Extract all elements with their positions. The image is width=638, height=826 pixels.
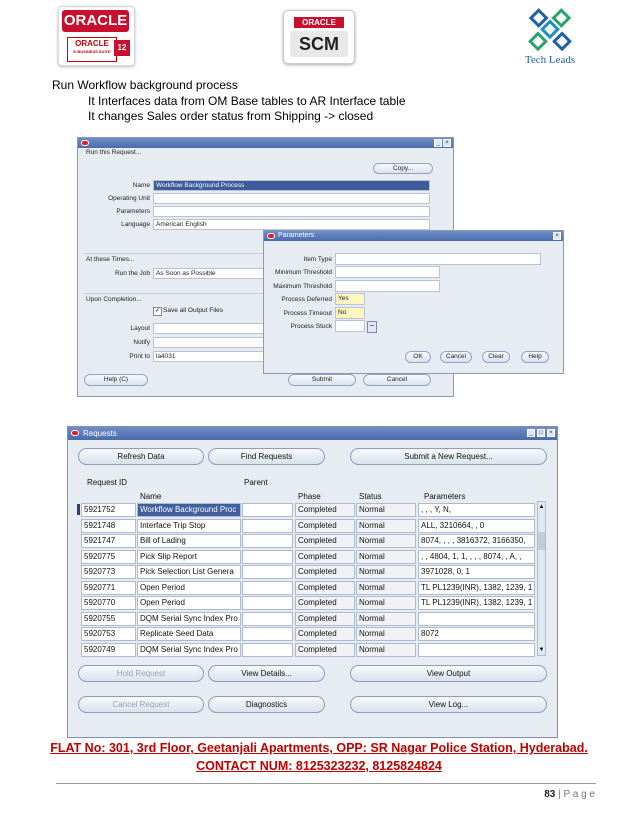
max-threshold-field[interactable] (335, 280, 440, 292)
cell-phase[interactable]: Completed (295, 643, 355, 657)
footer-divider (56, 783, 596, 784)
cell-parameters[interactable]: 3971028, 0, 1 (418, 565, 535, 579)
item-type-label: Item Type (303, 256, 332, 263)
submit-request-titlebar (78, 138, 453, 148)
oracle-window-icon (71, 430, 79, 436)
cell-request-id[interactable]: 5920755 (81, 612, 136, 626)
cell-parameters[interactable] (418, 643, 535, 657)
cell-status[interactable]: Normal (356, 596, 416, 610)
min-threshold-field[interactable] (335, 266, 440, 278)
cell-phase[interactable]: Completed (295, 596, 355, 610)
find-requests-button[interactable]: Find Requests (208, 448, 325, 465)
operating-unit-field[interactable] (153, 193, 430, 204)
cell-phase[interactable]: Completed (295, 581, 355, 595)
oracle-logo-text: ORACLE (62, 10, 129, 32)
layout-label: Layout (130, 325, 150, 332)
intro-line-3: It changes Sales order status from Shipping -> closed (88, 109, 374, 123)
cell-parameters[interactable]: TL PL1239(INR), 1382, 1239, 1 (418, 596, 535, 610)
cell-parameters[interactable]: TL PL1239(INR), 1382, 1239, 1 (418, 581, 535, 595)
cell-parent[interactable] (242, 534, 293, 548)
cell-parameters[interactable]: ALL, 3210664, , 0 (418, 519, 535, 533)
col-parent: Parent (244, 478, 268, 487)
cell-request-id[interactable]: 5920771 (81, 581, 136, 595)
min-threshold-label: Minimum Threshold (275, 269, 332, 276)
cell-parent[interactable] (242, 550, 293, 564)
parameters-window (263, 230, 564, 374)
run-job-field[interactable]: As Soon as Possible (153, 268, 265, 279)
layout-field[interactable] (153, 323, 265, 334)
cell-status[interactable]: Normal (356, 550, 416, 564)
hold-request-button[interactable]: Hold Request (78, 665, 204, 682)
oracle-window-icon (267, 233, 275, 239)
name-label: Name (132, 182, 150, 189)
refresh-data-button[interactable]: Refresh Data (78, 448, 204, 465)
col-parameters: Parameters (424, 492, 466, 501)
item-type-field[interactable] (335, 253, 541, 265)
cell-parent[interactable] (242, 643, 293, 657)
close-icon[interactable]: × (443, 139, 451, 147)
name-field[interactable]: Workflow Background Process (153, 180, 430, 191)
cell-parent[interactable] (242, 519, 293, 533)
table-scrollbar[interactable] (537, 501, 546, 656)
requests-titlebar (68, 427, 557, 440)
cell-parent[interactable] (242, 503, 293, 517)
save-output-label: Save all Output Files (163, 307, 223, 314)
col-request-id: Request ID (87, 478, 128, 487)
cell-parameters[interactable]: , , , Y, N, (418, 503, 535, 517)
intro-line-2: It Interfaces data from OM Base tables to AR Interface table (88, 94, 406, 108)
page-number-label: | P a g e (558, 789, 595, 800)
cell-phase[interactable]: Completed (295, 534, 355, 548)
techleads-emblem-icon (510, 4, 590, 56)
cell-name[interactable]: Interface Trip Stop (137, 519, 241, 533)
parameters-field[interactable] (153, 206, 430, 217)
close-icon[interactable]: × (553, 232, 561, 240)
cell-parent[interactable] (242, 565, 293, 579)
cell-parent[interactable] (242, 627, 293, 641)
submit-new-request-button[interactable]: Submit a New Request... (350, 448, 547, 465)
oracle-scm-logo (283, 10, 355, 64)
cell-phase[interactable]: Completed (295, 627, 355, 641)
ebs-version-badge: 12 (114, 40, 130, 56)
print-to-label: Print to (129, 353, 150, 360)
oracle-window-icon (81, 140, 89, 146)
cancel-request-button[interactable]: Cancel Request (78, 696, 204, 713)
cell-request-id[interactable]: 5920773 (81, 565, 136, 579)
times-group-label: At these Times... (86, 256, 135, 263)
submit-button[interactable]: Submit (288, 374, 356, 386)
process-stuck-field[interactable] (335, 320, 365, 332)
col-phase: Phase (298, 492, 321, 501)
process-stuck-label: Process Stuck (290, 323, 332, 330)
cell-request-id[interactable]: 5921748 (81, 519, 136, 533)
process-timeout-label: Process Timeout (283, 310, 332, 317)
cell-phase[interactable]: Completed (295, 612, 355, 626)
footer-address: FLAT No: 301, 3rd Floor, Geetanjali Apartments, OPP: SR Nagar Police Station, Hyderabad. (50, 741, 588, 755)
cell-request-id[interactable]: 5920770 (81, 596, 136, 610)
print-to-field[interactable]: la4031 (153, 351, 265, 362)
cell-status[interactable]: Normal (356, 581, 416, 595)
current-row-indicator (77, 504, 80, 515)
cell-parent[interactable] (242, 581, 293, 595)
cell-phase[interactable]: Completed (295, 565, 355, 579)
close-icon[interactable]: × (547, 429, 555, 437)
cell-name[interactable]: Open Period (137, 581, 241, 595)
parameters-title: Parameters (278, 232, 315, 239)
col-status: Status (359, 492, 382, 501)
language-field[interactable]: American English (153, 219, 430, 230)
cell-status[interactable]: Normal (356, 643, 416, 657)
cell-name[interactable]: Replicate Seed Data (137, 627, 241, 641)
cell-phase[interactable]: Completed (295, 550, 355, 564)
scm-text: SCM (290, 31, 348, 57)
cell-name[interactable]: DQM Serial Sync Index Pro (137, 612, 241, 626)
cell-status[interactable]: Normal (356, 503, 416, 517)
save-output-checkbox[interactable]: ✓ (154, 308, 161, 314)
cancel-button[interactable]: Cancel (363, 374, 431, 386)
cell-name[interactable]: Pick Selection List Genera (137, 565, 241, 579)
view-log-button[interactable]: View Log... (350, 696, 547, 713)
cell-parameters[interactable] (418, 612, 535, 626)
cell-request-id[interactable]: 5920775 (81, 550, 136, 564)
cell-request-id[interactable]: 5920753 (81, 627, 136, 641)
col-name: Name (140, 492, 162, 501)
divider (84, 253, 264, 254)
scroll-up-icon[interactable]: ▲ (538, 504, 545, 510)
params-cancel-button[interactable]: Cancel (440, 351, 472, 363)
cell-name[interactable]: Open Period (137, 596, 241, 610)
minimize-icon[interactable]: _ (434, 139, 442, 147)
params-help-button[interactable]: Help (521, 351, 549, 363)
clear-button[interactable]: Clear (482, 351, 510, 363)
cell-parameters[interactable]: , , 4804, 1, 1, , , , 8074, , A, , (418, 550, 535, 564)
completion-group-label: Upon Completion... (86, 296, 142, 303)
run-request-group-label: Run this Request... (86, 149, 142, 156)
ebs-brand: ORACLE (75, 39, 109, 48)
notify-field[interactable] (153, 337, 265, 348)
cell-phase[interactable]: Completed (295, 519, 355, 533)
cell-parameters[interactable]: 8074, , , , 3816372, 3166350, (418, 534, 535, 548)
cell-name[interactable]: Bill of Lading (137, 534, 241, 548)
cell-request-id[interactable]: 5920749 (81, 643, 136, 657)
language-label: Language (121, 221, 150, 228)
view-output-button[interactable]: View Output (350, 665, 547, 682)
max-threshold-label: Maximum Threshold (273, 283, 332, 290)
cell-phase[interactable]: Completed (295, 503, 355, 517)
cell-parameters[interactable]: 8072 (418, 627, 535, 641)
notify-label: Notify (133, 339, 150, 346)
techleads-logo (510, 4, 590, 68)
parameters-label: Parameters (116, 208, 150, 215)
techleads-name: Tech Leads (524, 54, 576, 66)
ebs-logo-box (67, 37, 117, 62)
cell-name[interactable]: Pick Slip Report (137, 550, 241, 564)
list-of-values-icon[interactable]: – (367, 321, 377, 333)
cell-status[interactable]: Normal (356, 519, 416, 533)
copy-button[interactable]: Copy... (373, 163, 433, 174)
cell-name[interactable]: DQM Serial Sync Index Pro (137, 643, 241, 657)
cell-status[interactable]: Normal (356, 534, 416, 548)
help-button[interactable]: Help (C) (84, 374, 148, 386)
process-deferred-label: Process Deferred (281, 296, 332, 303)
process-timeout-field[interactable]: No (335, 307, 365, 319)
cell-status[interactable]: Normal (356, 627, 416, 641)
operating-unit-label: Operating Unit (108, 195, 150, 202)
parameters-titlebar (264, 231, 563, 241)
run-job-label: Run the Job (114, 270, 150, 277)
scroll-thumb[interactable] (538, 532, 545, 550)
cell-request-id[interactable]: 5921747 (81, 534, 136, 548)
page-number (480, 789, 595, 800)
ok-button[interactable]: OK (405, 351, 431, 363)
diagnostics-button[interactable]: Diagnostics (208, 696, 325, 713)
cell-status[interactable]: Normal (356, 565, 416, 579)
page-number-value: 83 (544, 789, 556, 800)
cell-parent[interactable] (242, 612, 293, 626)
cell-status[interactable]: Normal (356, 612, 416, 626)
intro-line-1: Run Workflow background process (52, 78, 238, 92)
process-deferred-field[interactable]: Yes (335, 293, 365, 305)
minimize-icon[interactable]: _ (527, 429, 535, 437)
cell-request-id[interactable]: 5921752 (81, 503, 136, 517)
divider (84, 293, 264, 294)
scroll-down-icon[interactable]: ▼ (538, 647, 545, 653)
cell-parent[interactable] (242, 596, 293, 610)
view-details-button[interactable]: View Details... (208, 665, 325, 682)
requests-title: Requests (83, 429, 117, 438)
ebs-subtext: E-BUSINESS SUITE (73, 49, 111, 54)
scm-oracle-text: ORACLE (294, 17, 344, 28)
footer-contact: CONTACT NUM: 8125323232, 8125824824 (196, 759, 442, 773)
maximize-icon[interactable]: □ (537, 429, 545, 437)
oracle-ebs-logo (58, 6, 135, 66)
cell-name[interactable]: Workflow Background Proc (137, 503, 241, 517)
